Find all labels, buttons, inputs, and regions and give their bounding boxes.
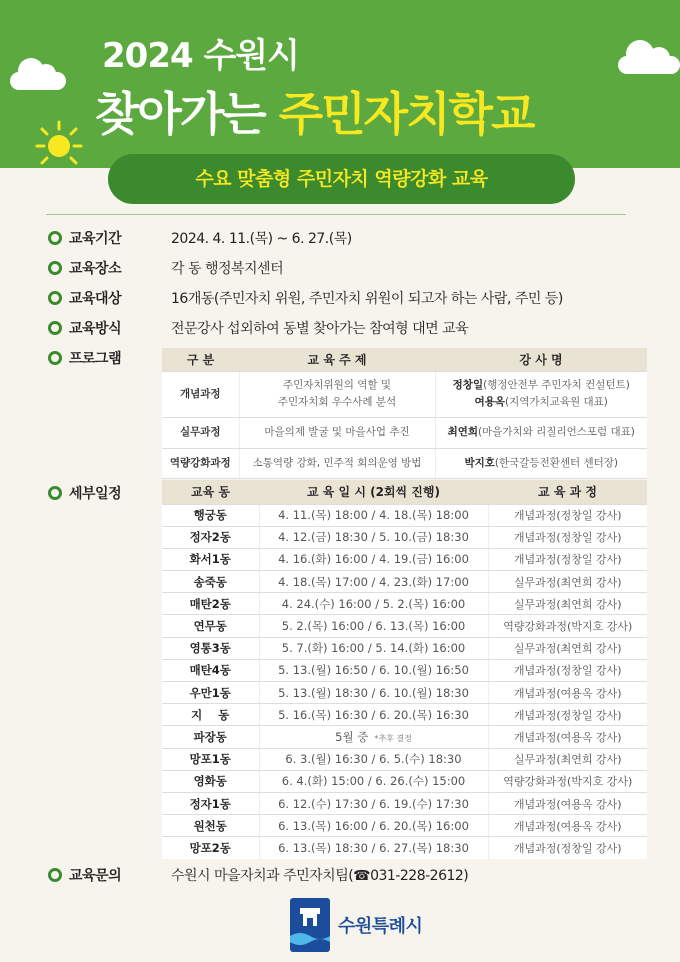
schedule-date: 5. 13.(월) 18:30 / 6. 10.(월) 18:30 (259, 682, 488, 704)
info-value: 16개동(주민자치 위원, 주민자치 위원이 되고자 하는 사람, 주민 등) (171, 291, 563, 307)
schedule-date: 6. 12.(수) 17:30 / 6. 19.(수) 17:30 (259, 792, 488, 814)
program-table (162, 348, 647, 479)
bullet-icon (48, 486, 62, 500)
schedule-note: *추후 결정 (374, 733, 412, 743)
schedule-course: 개념과정(여용옥 강사) (488, 815, 647, 837)
lecturer-name: 여용옥 (474, 396, 506, 408)
title-part-yellow: 주민자치학교 (278, 87, 534, 141)
lecturer-name: 박지호 (464, 456, 495, 469)
cloud-icon (618, 56, 680, 74)
column-header: 교육 동 (162, 480, 259, 504)
program-topic: 소통역량 강화, 민주적 회의운영 방법 (239, 448, 435, 478)
schedule-date-text: 5월 중 (335, 729, 369, 744)
info-period (48, 227, 352, 249)
page-title (95, 78, 635, 144)
program-type: 역량강화과정 (162, 448, 239, 478)
table-row (162, 837, 647, 859)
schedule-dong: 망포1동 (162, 748, 259, 770)
title-year: 2024 수원시 (102, 36, 299, 76)
schedule-course: 개념과정(정창일 강사) (488, 504, 647, 526)
schedule-course: 역량강화과정(박지호 강사) (488, 770, 647, 792)
schedule-dong: 매탄4동 (162, 659, 259, 681)
program-type: 개념과정 (162, 371, 239, 417)
info-value: 수원시 마을자치과 주민자치팀(☎031-228-2612) (171, 868, 469, 884)
schedule-dong: 연무동 (162, 615, 259, 637)
table-header-row (162, 348, 647, 371)
info-label: 세부일정 (69, 486, 122, 502)
table-row (162, 417, 647, 448)
table-row (162, 815, 647, 837)
schedule-date: 5. 16.(목) 16:30 / 6. 20.(목) 16:30 (259, 704, 488, 726)
info-label: 교육문의 (69, 868, 122, 884)
lecturer-name: 정창일 (452, 379, 484, 391)
schedule-course: 역량강화과정(박지호 강사) (488, 615, 647, 637)
table-row (162, 770, 647, 792)
table-row (162, 659, 647, 681)
table-row (162, 548, 647, 570)
lecturer-line (436, 394, 648, 411)
info-label: 교육기간 (69, 231, 122, 247)
program-lecturer (435, 371, 647, 417)
column-header: 강 사 명 (435, 348, 647, 371)
schedule-date: 6. 3.(월) 16:30 / 6. 5.(수) 18:30 (259, 748, 488, 770)
fortress-logo-icon (290, 898, 330, 952)
table-row (162, 571, 647, 593)
bullet-icon (48, 868, 62, 882)
column-header: 교 육 일 시 (2회씩 진행) (259, 480, 488, 504)
lecturer-org: (행정안전부 주민자치 컨설턴트) (483, 379, 630, 391)
bullet-icon (48, 321, 62, 335)
schedule-dong: 파장동 (162, 726, 259, 748)
hero-banner (0, 0, 680, 168)
city-logo (290, 898, 440, 952)
column-header: 구 분 (162, 348, 239, 371)
schedule-date: 5. 2.(목) 16:00 / 6. 13.(목) 16:00 (259, 615, 488, 637)
schedule-course: 개념과정(정창일 강사) (488, 837, 647, 859)
cloud-icon (10, 72, 66, 90)
schedule-dong: 원천동 (162, 815, 259, 837)
info-program (48, 347, 171, 369)
table-row (162, 448, 647, 478)
schedule-course: 개념과정(정창일 강사) (488, 526, 647, 548)
schedule-course: 개념과정(여용옥 강사) (488, 792, 647, 814)
schedule-date: 5. 7.(화) 16:00 / 5. 14.(화) 16:00 (259, 637, 488, 659)
info-target (48, 287, 563, 309)
info-schedule (48, 482, 171, 504)
schedule-dong: 화서1동 (162, 548, 259, 570)
program-topic (239, 371, 435, 417)
schedule-date: 4. 11.(목) 18:00 / 4. 18.(목) 18:00 (259, 504, 488, 526)
column-header: 교 육 과 정 (488, 480, 647, 504)
schedule-date: 4. 18.(목) 17:00 / 4. 23.(화) 17:00 (259, 571, 488, 593)
schedule-course: 개념과정(정창일 강사) (488, 548, 647, 570)
schedule-dong: 행궁동 (162, 504, 259, 526)
bullet-icon (48, 291, 62, 305)
schedule-date: 4. 16.(화) 16:00 / 4. 19.(금) 16:00 (259, 548, 488, 570)
schedule-date: 6. 13.(목) 18:30 / 6. 27.(목) 18:30 (259, 837, 488, 859)
info-contact (48, 864, 468, 886)
info-label: 교육장소 (69, 261, 122, 277)
table-row (162, 504, 647, 526)
program-lecturer (435, 448, 647, 478)
program-type: 실무과정 (162, 417, 239, 448)
schedule-course: 실무과정(최연희 강사) (488, 748, 647, 770)
schedule-date: 5. 13.(월) 16:50 / 6. 10.(월) 16:50 (259, 659, 488, 681)
table-row (162, 371, 647, 417)
table-row (162, 704, 647, 726)
schedule-dong: 매탄2동 (162, 593, 259, 615)
bullet-icon (48, 351, 62, 365)
info-label: 교육방식 (69, 321, 122, 337)
table-row (162, 682, 647, 704)
schedule-course: 실무과정(최연희 강사) (488, 637, 647, 659)
schedule-course: 실무과정(최연희 강사) (488, 571, 647, 593)
program-topic: 마을의제 발굴 및 마을사업 추진 (239, 417, 435, 448)
lecturer-org: (한국갈등전환센터 센터장) (494, 456, 619, 469)
schedule-dong: 정자1동 (162, 792, 259, 814)
lecturer-name: 최연희 (447, 426, 479, 438)
table-row (162, 593, 647, 615)
subtitle-banner: 수요 맞춤형 주민자치 역량강화 교육 (108, 154, 575, 204)
table-row (162, 748, 647, 770)
schedule-date: 6. 4.(화) 15:00 / 6. 26.(수) 15:00 (259, 770, 488, 792)
schedule-dong: 지 동 (162, 704, 259, 726)
info-place (48, 257, 283, 279)
info-label: 프로그램 (69, 351, 122, 367)
table-row (162, 615, 647, 637)
schedule-course: 개념과정(여용옥 강사) (488, 726, 647, 748)
table-row (162, 726, 647, 748)
schedule-dong: 영화동 (162, 770, 259, 792)
schedule-dong: 망포2동 (162, 837, 259, 859)
schedule-date: 6. 13.(목) 16:00 / 6. 20.(목) 16:00 (259, 815, 488, 837)
lecturer-org: (마을가치와 리질리언스포럼 대표) (478, 426, 635, 438)
lecturer-line (436, 377, 648, 394)
schedule-course: 개념과정(여용옥 강사) (488, 682, 647, 704)
title-part-white: 찾아가는 (95, 87, 279, 141)
table-header-row (162, 480, 647, 504)
schedule-course: 개념과정(정창일 강사) (488, 659, 647, 681)
schedule-course: 실무과정(최연희 강사) (488, 593, 647, 615)
lecturer-org: (지역가치교육원 대표) (505, 396, 608, 408)
program-lecturer (435, 417, 647, 448)
info-method (48, 317, 468, 339)
schedule-dong: 영통3동 (162, 637, 259, 659)
schedule-dong: 정자2동 (162, 526, 259, 548)
bullet-icon (48, 261, 62, 275)
info-value: 2024. 4. 11.(목) ~ 6. 27.(목) (171, 231, 352, 247)
topic-line: 주민자치회 우수사례 분석 (277, 396, 397, 408)
schedule-date: 4. 12.(금) 18:30 / 5. 10.(금) 18:30 (259, 526, 488, 548)
info-label: 교육대상 (69, 291, 122, 307)
divider (46, 214, 626, 215)
schedule-date: 4. 24.(수) 16:00 / 5. 2.(목) 16:00 (259, 593, 488, 615)
table-row (162, 637, 647, 659)
topic-line: 주민자치위원의 역할 및 (282, 379, 392, 391)
bullet-icon (48, 231, 62, 245)
column-header: 교 육 주 제 (239, 348, 435, 371)
logo-text: 수원특례시 (338, 916, 423, 937)
schedule-course: 개념과정(정창일 강사) (488, 704, 647, 726)
schedule-dong: 송죽동 (162, 571, 259, 593)
sun-icon (33, 120, 85, 168)
table-row (162, 792, 647, 814)
schedule-dong: 우만1동 (162, 682, 259, 704)
schedule-table (162, 480, 647, 859)
schedule-date (259, 726, 488, 748)
info-value: 전문강사 섭외하여 동별 찾아가는 참여형 대면 교육 (171, 321, 469, 337)
info-value: 각 동 행정복지센터 (171, 261, 284, 277)
table-row (162, 526, 647, 548)
